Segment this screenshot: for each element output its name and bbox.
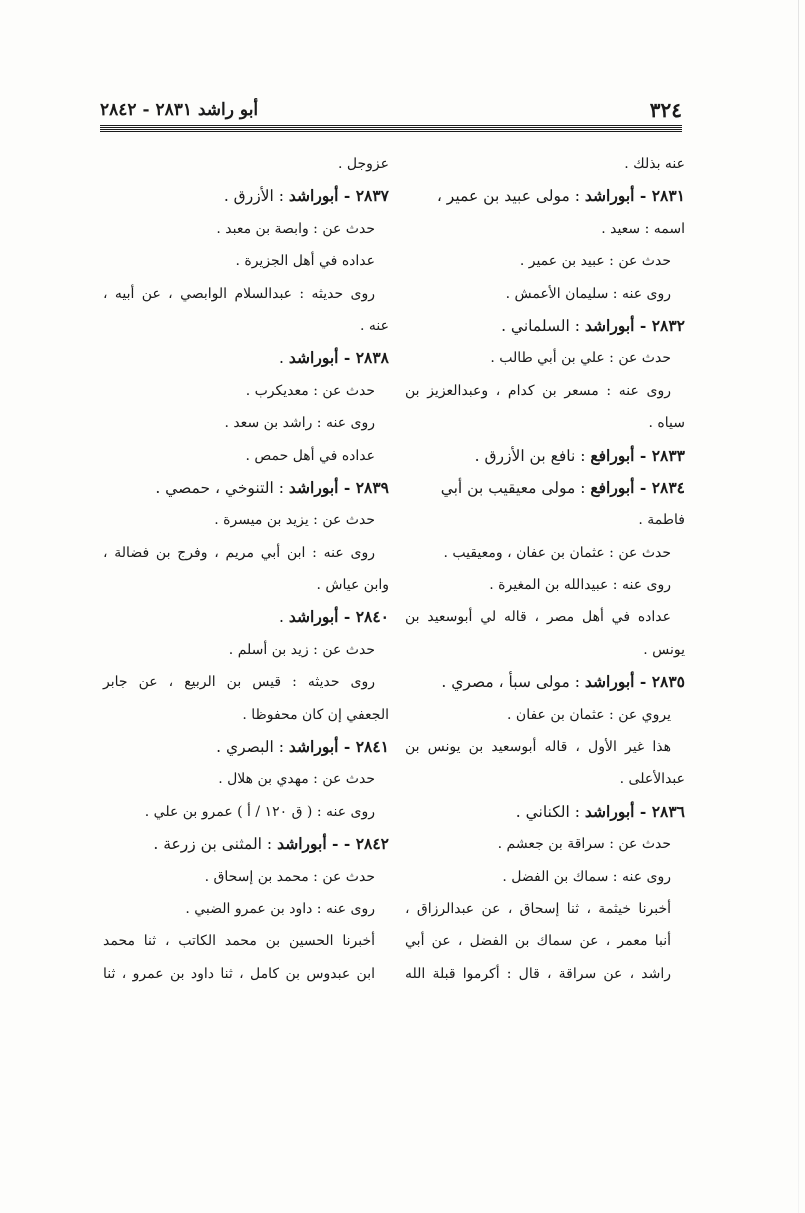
text-line: عداده في أهل الجزيرة .	[235, 253, 375, 270]
right-column	[405, 148, 685, 990]
entry-number: ٢٨٤١ -	[338, 737, 389, 757]
entry-number-name	[585, 672, 685, 691]
text-line: روى عنه : ابن أبي مريم ، وفرج بن فضالة ،	[103, 544, 375, 561]
entry-description: : نافع بن الأزرق .	[474, 446, 591, 465]
entry-heading	[405, 472, 685, 504]
left-column	[103, 148, 389, 990]
continuation-line: عنه .	[360, 317, 389, 334]
entry-description: : مولى سبأ ، مصري .	[441, 673, 585, 692]
entry-name: أبورافع	[590, 445, 635, 465]
entry-name: أبوراشد	[288, 607, 339, 627]
entry-description: : البصري .	[216, 738, 289, 757]
entry-number-name	[585, 316, 685, 335]
entry-name: أبورافع	[590, 477, 635, 497]
text-line: هذا غير الأول ، قاله أبوسعيد بن يونس بن	[405, 739, 671, 756]
continuation-line: عنه بذلك .	[624, 156, 685, 172]
entry-number-name	[289, 737, 389, 756]
continuation-line: فاطمة .	[638, 512, 685, 529]
entry-number-name	[585, 186, 685, 205]
header-rule	[100, 124, 682, 132]
entry-number: ٢٨٣٢ -	[634, 315, 685, 335]
text-line: حدث عن : معديكرب .	[245, 382, 375, 399]
text-line: روى عنه : مسعر بن كدام ، وعبدالعزيز بن	[405, 382, 671, 399]
text-line: روى عنه : داود بن عمرو الضبي .	[185, 900, 375, 917]
entry-name: أبوراشد	[584, 186, 635, 206]
continuation-line: يونس .	[643, 641, 685, 658]
continuation-line: سياه .	[648, 415, 685, 432]
entry-heading	[405, 180, 685, 212]
text-line: أنبا معمر ، عن سماك بن الفضل ، عن أبي	[405, 933, 671, 950]
entry-description: : مولى عبيد بن عمير ،	[436, 187, 585, 206]
text-line: روى عنه : عبيدالله بن المغيرة .	[489, 577, 671, 594]
entry-name: أبوراشد	[277, 834, 327, 854]
entry-name: أبوراشد	[584, 672, 635, 692]
entry-description: : المثنى بن زرعة .	[153, 835, 278, 854]
entry-name: أبوراشد	[288, 477, 339, 497]
entry-description: : الكناني .	[515, 802, 585, 821]
entry-heading	[405, 440, 685, 472]
text-line: يروي عن : عثمان بن عفان .	[507, 706, 671, 723]
entry-number-name	[590, 478, 685, 497]
entry-number-name	[289, 348, 389, 367]
entry-heading	[103, 828, 389, 860]
text-line: حدث عن : عثمان بن عفان ، ومعيقيب .	[443, 544, 671, 561]
entry-number: ٢٨٣٤ -	[634, 477, 685, 497]
entry-number-name	[590, 446, 685, 465]
entry-number-name	[289, 478, 389, 497]
entry-number: ٢٨٤٠ -	[338, 607, 389, 627]
running-title: أبو راشد ٢٨٣١ - ٢٨٤٢	[100, 100, 259, 120]
text-line: أخبرنا خيثمة ، ثنا إسحاق ، عن عبدالرزاق ،	[405, 900, 671, 917]
text-line: عداده في أهل مصر ، قاله لي أبوسعيد بن	[405, 609, 671, 626]
entry-description: : مولى معيقيب بن أبي	[440, 478, 591, 497]
entry-number: ٢٨٣٨ -	[338, 348, 389, 368]
entry-number: ٢٨٣١ -	[634, 186, 685, 206]
entry-description: : الأزرق .	[223, 187, 289, 206]
text-line: حدث عن : عبيد بن عمير .	[519, 253, 671, 270]
text-line: حدث عن : مهدي بن هلال .	[218, 771, 375, 788]
entry-number: ٢٨٣٥ -	[634, 672, 685, 692]
entry-number: ٢٨٣٦ -	[634, 801, 685, 821]
entry-name: أبوراشد	[584, 801, 635, 821]
entry-heading	[405, 666, 685, 698]
entry-heading	[103, 601, 389, 633]
text-line: حدث عن : يزيد بن ميسرة .	[214, 512, 375, 529]
entry-heading	[405, 796, 685, 828]
continuation-line: وابن عياش .	[316, 577, 389, 594]
continuation-line: عزوجل .	[338, 156, 389, 172]
entry-heading	[103, 731, 389, 763]
entry-description: .	[279, 608, 289, 627]
entry-heading	[103, 472, 389, 504]
text-line: راشد ، عن سراقة ، قال : أكرموا قبلة الله	[405, 965, 671, 982]
entry-name: أبوراشد	[584, 315, 635, 335]
text-line: أخبرنا الحسين بن محمد الكاتب ، ثنا محمد	[103, 933, 375, 950]
entry-description: : التنوخي ، حمصي .	[155, 478, 289, 497]
entry-number: ٢٨٣٩ -	[338, 477, 389, 497]
continuation-line: اسمه : سعيد .	[601, 220, 685, 237]
text-line: حدث عن : علي بن أبي طالب .	[490, 350, 671, 367]
entry-heading	[103, 180, 389, 212]
entry-heading	[103, 342, 389, 374]
page-number: ٣٢٤	[649, 98, 682, 122]
entry-name: أبوراشد	[288, 737, 339, 757]
text-line: روى عنه : راشد بن سعد .	[224, 415, 375, 432]
entry-number-name	[585, 802, 685, 821]
entry-number-name	[289, 186, 389, 205]
entry-heading	[405, 310, 685, 342]
continuation-line: الجعفي إن كان محفوظا .	[242, 706, 389, 723]
entry-number: ٢٨٤٢ - -	[326, 834, 389, 854]
text-line: روى عنه : ( ق ١٢٠ / أ ) عمرو بن علي .	[144, 803, 375, 820]
entry-name: أبوراشد	[288, 348, 339, 368]
entry-name: أبوراشد	[288, 186, 339, 206]
continuation-line: عبدالأعلى .	[619, 771, 685, 788]
text-line: حدث عن : سراقة بن جعشم .	[497, 836, 671, 853]
text-line: روى حديثه : عبدالسلام الوابصي ، عن أبيه ،	[103, 285, 375, 302]
text-line: روى عنه : سليمان الأعمش .	[505, 285, 671, 302]
entry-description: : السلماني .	[501, 316, 585, 335]
entry-number: ٢٨٣٣ -	[634, 445, 685, 465]
text-line: حدث عن : محمد بن إسحاق .	[204, 868, 375, 885]
text-line: عداده في أهل حمص .	[245, 447, 375, 464]
page-edge	[798, 0, 799, 1213]
text-line: حدث عن : زيد بن أسلم .	[228, 641, 375, 658]
entry-number: ٢٨٣٧ -	[338, 186, 389, 206]
text-line: روى عنه : سماك بن الفضل .	[502, 868, 671, 885]
text-line: روى حديثه : قيس بن الربيع ، عن جابر	[103, 674, 375, 691]
entry-number-name	[289, 607, 389, 626]
entry-number-name	[277, 834, 389, 853]
entry-description: .	[279, 349, 289, 368]
text-line: ابن عبدوس بن كامل ، ثنا داود بن عمرو ، ثنا	[103, 965, 375, 982]
page-header	[100, 100, 682, 122]
text-line: حدث عن : وابصة بن معبد .	[216, 220, 375, 237]
